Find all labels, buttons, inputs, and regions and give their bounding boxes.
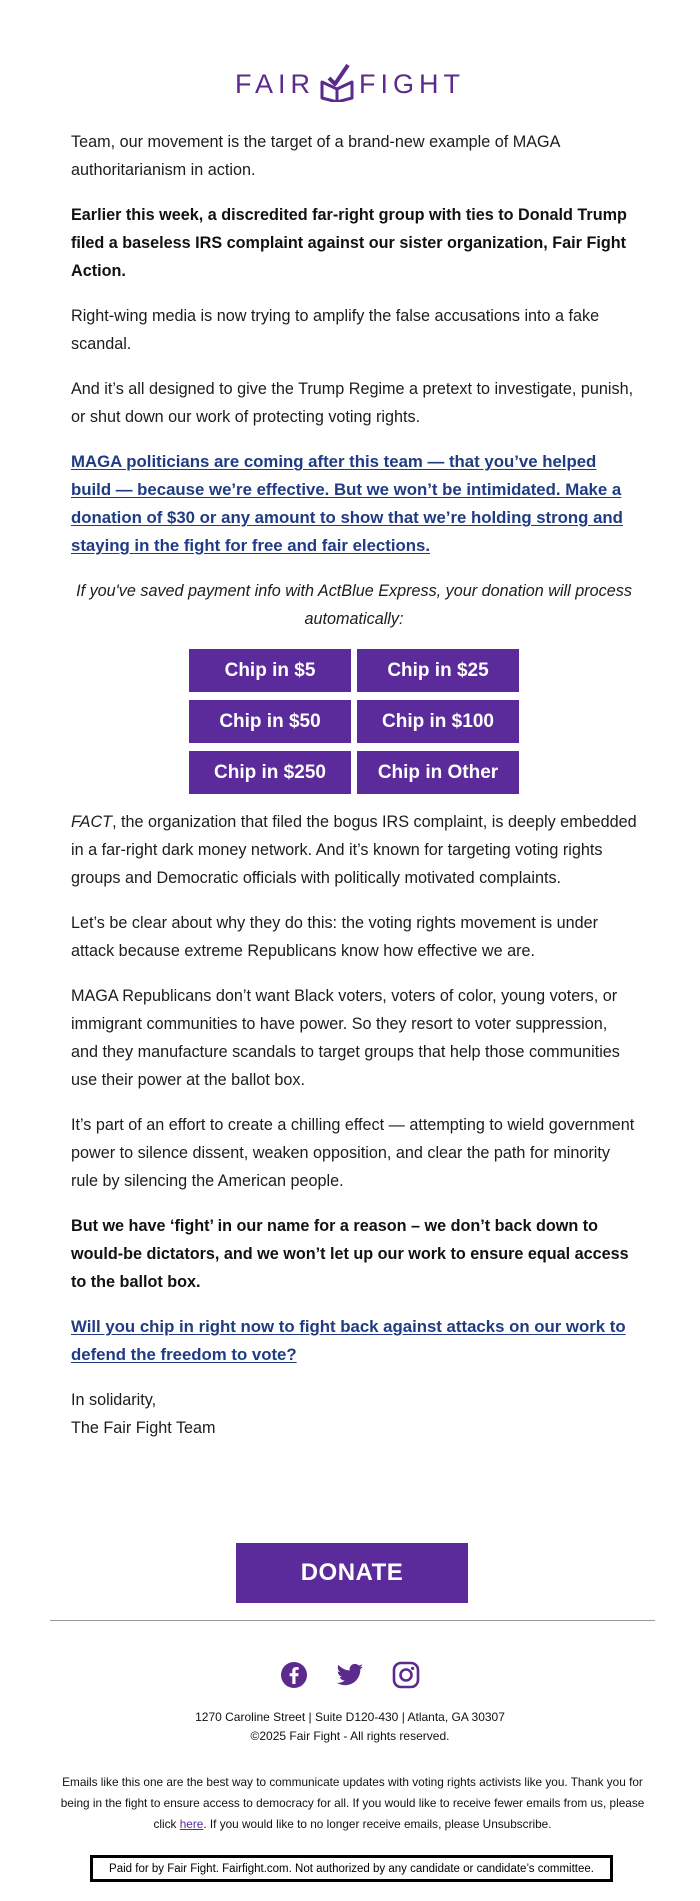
donate-link-secondary[interactable]: Will you chip in right now to fight back against attacks on our work to defend the freedom to vote?	[71, 1317, 626, 1364]
footer-fine-print	[50, 1772, 655, 1835]
paragraph-pretext: And it’s all designed to give the Trump Regime a pretext to investigate, punish, or shut down our work of protecting voting rights.	[71, 380, 634, 426]
twitter-icon[interactable]	[335, 1660, 365, 1690]
paragraph-complaint: Earlier this week, a discredited far-right group with ties to Donald Trump filed a baseless IRS complaint against our sister organization, Fair Fight Action.	[71, 206, 627, 280]
paragraph-chilling: It’s part of an effort to create a chilling effect — attempting to wield government power to silence dissent, weaken opposition, and clear the path for minority rule by silencing the American people.	[71, 1116, 635, 1190]
paragraph-media: Right-wing media is now trying to amplify the false accusations into a fake scandal.	[71, 307, 600, 353]
chip-in-other-button[interactable]: Chip in Other	[357, 751, 519, 794]
fine-print-unsubscribe: . If you would like to no longer receive emails, please Unsubscribe.	[203, 1817, 552, 1831]
ballot-box-check-icon	[317, 62, 357, 102]
logo-word-right: FIGHT	[359, 68, 465, 99]
email-body	[71, 128, 637, 1442]
sign-off	[71, 1386, 637, 1442]
fine-print-text: Emails like this one are the best way to communicate updates with voting rights activists like you. Thank you for being in the fight to ensure access to democracy for all. If you would like to receive fewer emails from us, please click	[60, 1775, 645, 1831]
paragraph-why: Let’s be clear about why they do this: the voting rights movement is under attack because extreme Republicans know how effective we are.	[71, 914, 598, 960]
chip-in-250-button[interactable]: Chip in $250	[189, 751, 351, 794]
donate-link-primary[interactable]: MAGA politicians are coming after this team — that you’ve helped build — because we’re effective. But we won’t be intimidated. Make a donation of $30 or any amount to show that we’re holding strong and staying in the fight for free and fair elections.	[71, 452, 623, 555]
instagram-icon[interactable]	[391, 1660, 421, 1690]
chip-in-25-button[interactable]: Chip in $25	[357, 649, 519, 692]
fair-fight-logo[interactable]	[0, 62, 700, 106]
paragraph-fight: But we have ‘fight’ in our name for a reason – we don’t back down to would-be dictators, and we won’t let up our work to ensure equal access to the ballot box.	[71, 1217, 629, 1291]
logo-word-left: FAIR	[234, 68, 315, 99]
footer-address: 1270 Caroline Street | Suite D120-430 | Atlanta, GA 30307	[195, 1710, 505, 1724]
sign-off-salutation: In solidarity,	[71, 1391, 157, 1409]
donate-button[interactable]: DONATE	[236, 1543, 468, 1603]
fact-emphasis: FACT	[71, 813, 113, 831]
chip-in-5-button[interactable]: Chip in $5	[189, 649, 351, 692]
social-links	[0, 1660, 700, 1690]
chip-in-50-button[interactable]: Chip in $50	[189, 700, 351, 743]
divider	[50, 1620, 655, 1621]
paragraph-fact	[71, 808, 637, 892]
facebook-icon[interactable]	[279, 1660, 309, 1690]
fewer-emails-link[interactable]: here	[179, 1817, 204, 1831]
paid-for-disclaimer: Paid for by Fair Fight. Fairfight.com. Not authorized by any candidate or candidate’s committee.	[90, 1855, 613, 1882]
chip-in-100-button[interactable]: Chip in $100	[357, 700, 519, 743]
footer-copyright: ©2025 Fair Fight - All rights reserved.	[250, 1729, 450, 1743]
actblue-note: If you've saved payment info with ActBlue Express, your donation will process automatically:	[76, 582, 632, 628]
chip-in-buttons	[189, 649, 519, 794]
footer-address-block	[0, 1708, 700, 1746]
paragraph-maga: MAGA Republicans don’t want Black voters, voters of color, young voters, or immigrant communities to have power. So they resort to voter suppression, and they manufacture scandals to target groups that help those communities use their power at the ballot box.	[71, 987, 620, 1089]
paragraph-intro: Team, our movement is the target of a brand-new example of MAGA authoritarianism in action.	[71, 133, 560, 179]
sign-off-name: The Fair Fight Team	[71, 1419, 216, 1437]
fact-text: , the organization that filed the bogus IRS complaint, is deeply embedded in a far-right dark money network. And it’s known for targeting voting rights groups and Democratic officials with politically motivated complaints.	[71, 813, 637, 887]
